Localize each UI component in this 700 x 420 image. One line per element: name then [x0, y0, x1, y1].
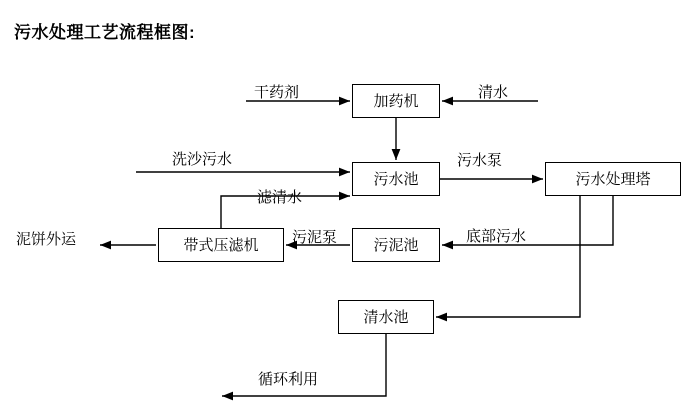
edge-label-mud-cake-transport: 泥饼外运	[16, 231, 77, 248]
node-label: 污水池	[373, 170, 419, 188]
edge-label-recycle-reuse: 循环利用	[258, 371, 319, 388]
node-label: 加药机	[373, 92, 419, 110]
edge-label-sludge-pump: 污泥泵	[292, 229, 338, 246]
edge-label-filtrate-water: 滤清水	[257, 189, 303, 206]
page-title: 污水处理工艺流程框图:	[14, 23, 196, 42]
node-label: 污水处理塔	[575, 170, 651, 188]
node-label: 清水池	[363, 308, 409, 326]
edge-label-bottom-sewage: 底部污水	[466, 228, 527, 245]
node-label: 污泥池	[373, 236, 419, 254]
edge-label-sand-washing-sewage: 洗沙污水	[172, 151, 233, 168]
node-belt-filter-press[interactable]	[158, 228, 284, 262]
node-dosing-machine[interactable]	[352, 84, 440, 118]
node-clear-water-pool[interactable]	[338, 300, 434, 334]
node-treatment-tower[interactable]	[545, 162, 681, 196]
edge-label-clean-water: 清水	[478, 84, 509, 101]
edge-label-sewage-pump: 污水泵	[457, 152, 503, 169]
node-sewage-pool[interactable]	[352, 162, 440, 196]
node-sludge-pool[interactable]	[352, 228, 440, 262]
node-label: 带式压滤机	[183, 236, 259, 254]
edge-label-dry-agent: 干药剂	[254, 84, 300, 101]
